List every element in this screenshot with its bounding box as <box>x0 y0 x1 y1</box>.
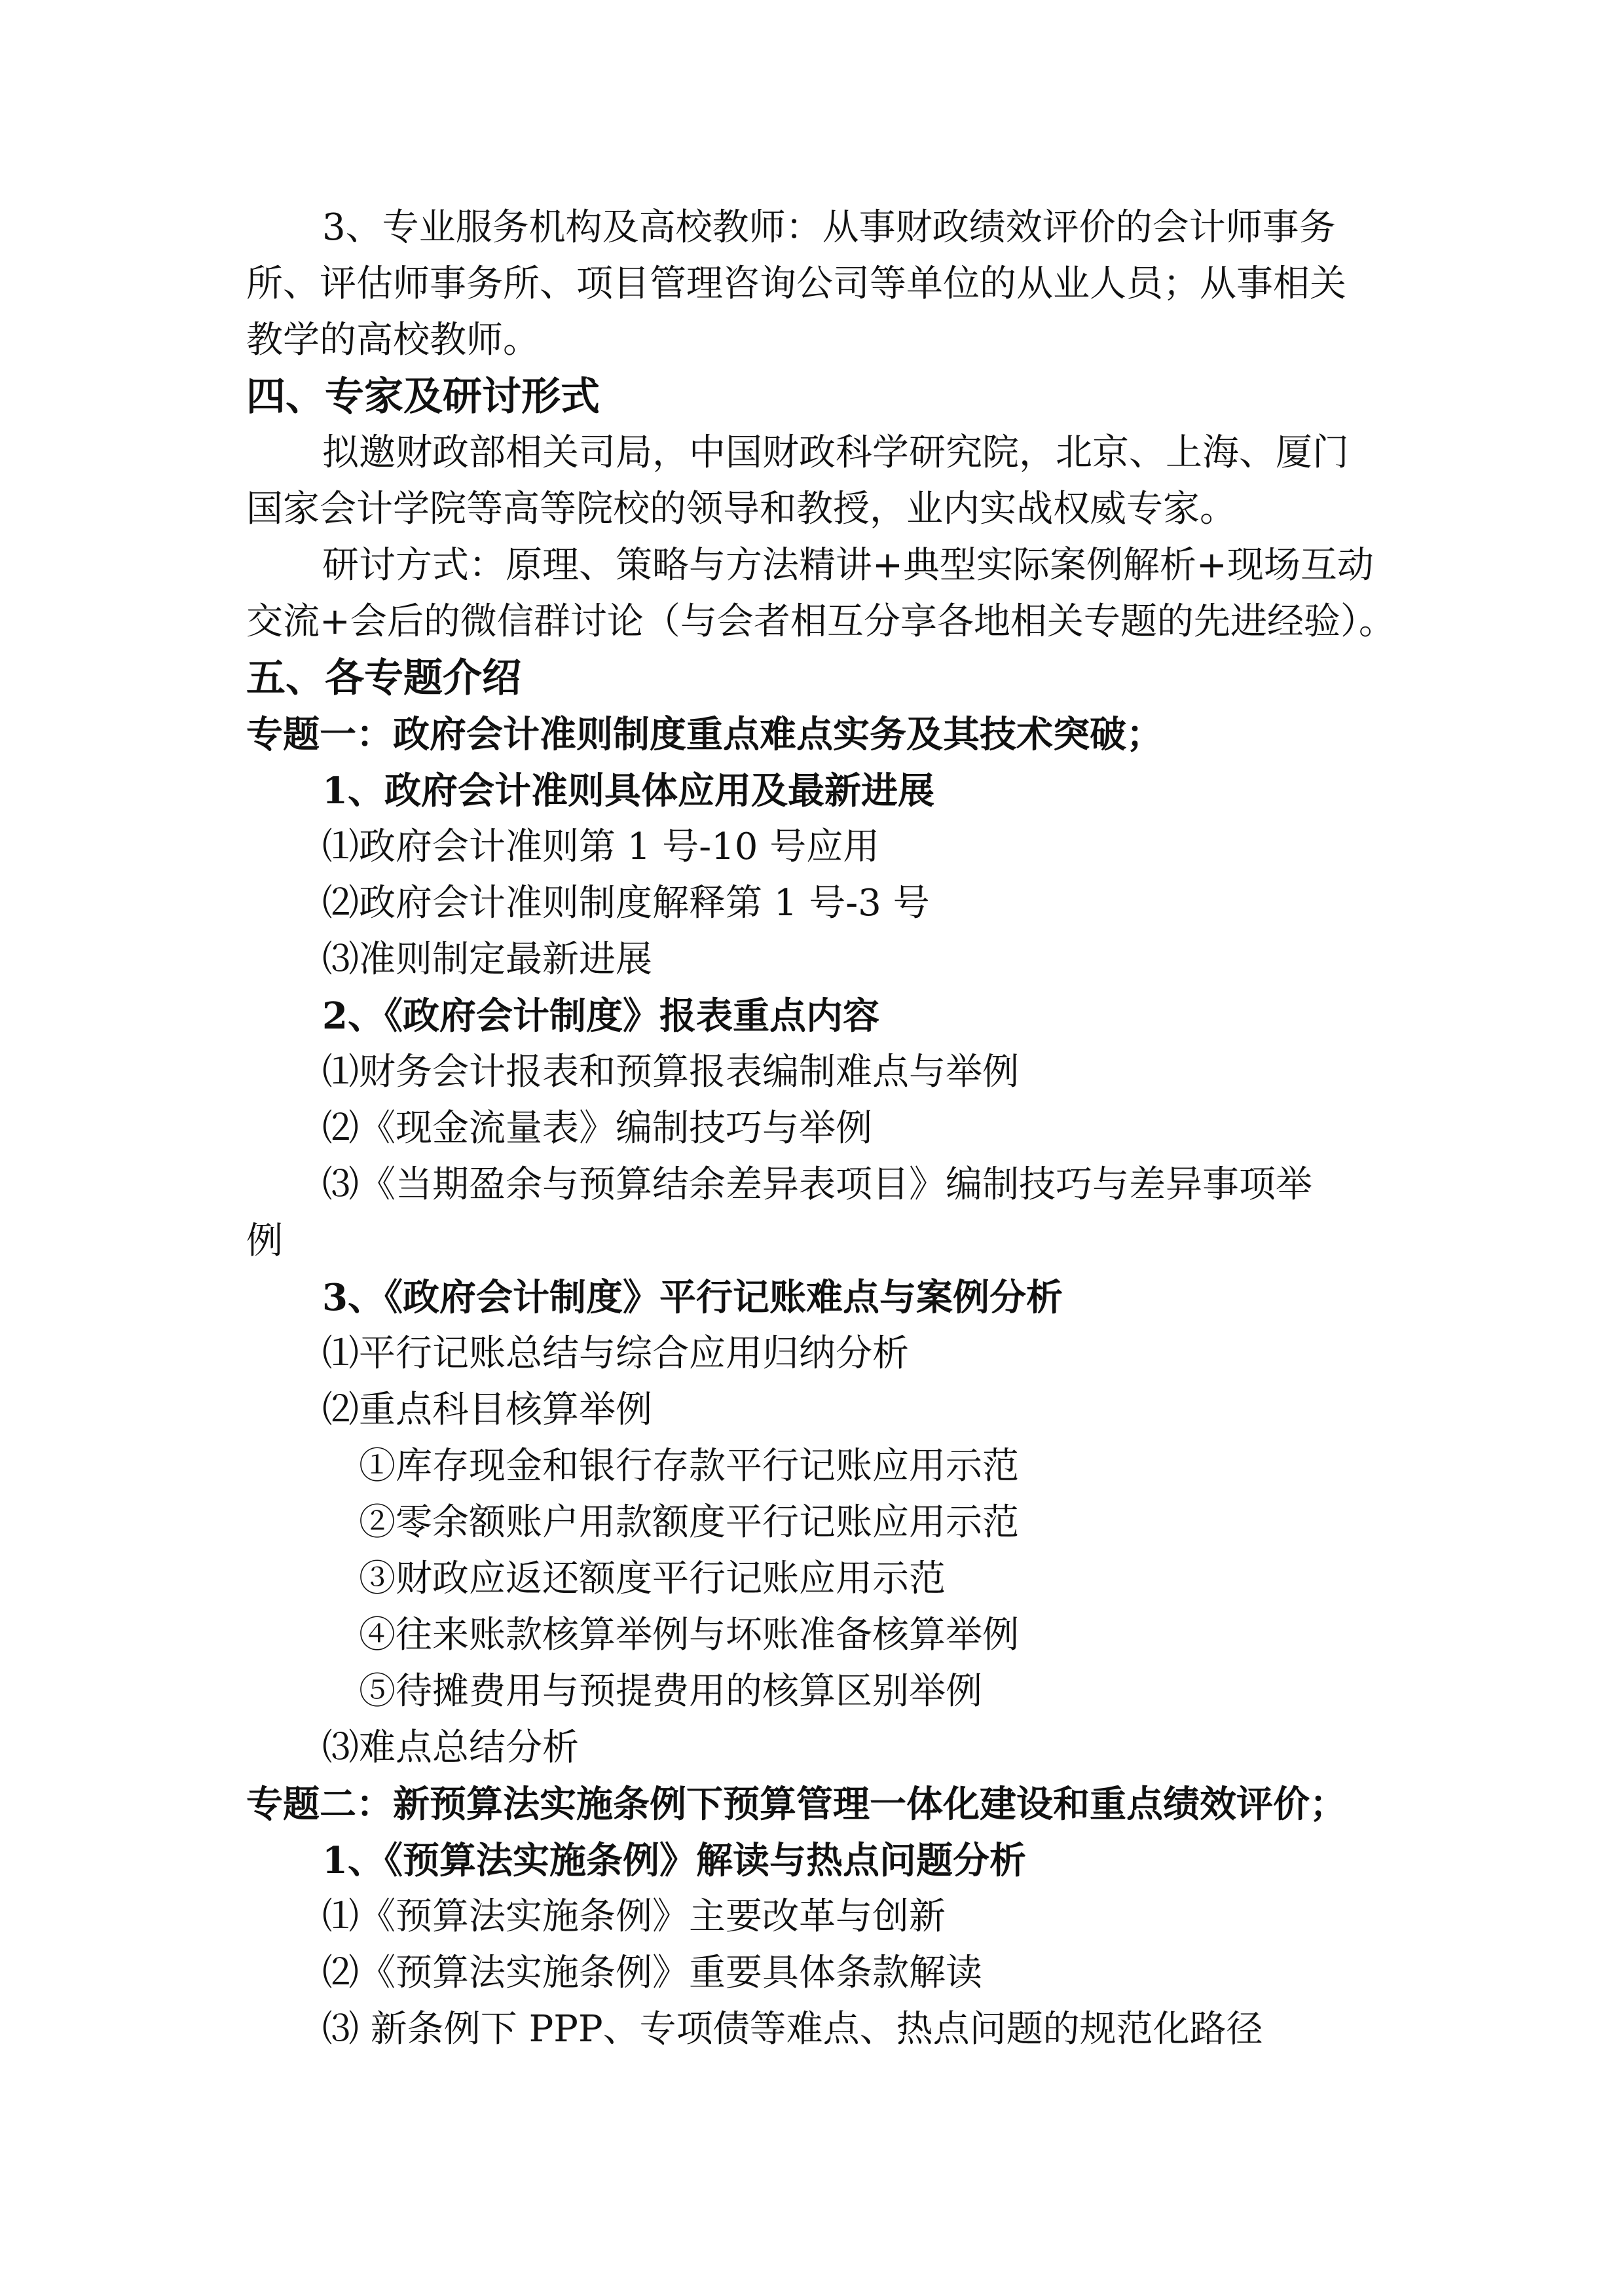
paragraph-line: 交流+会后的微信群讨论（与会者相互分享各地相关专题的先进经验）。 <box>246 600 1395 643</box>
list-item: ⑶ 新条例下 PPP、专项债等难点、热点问题的规范化路径 <box>322 2008 1263 2050</box>
sub-list-item: ③财政应返还额度平行记账应用示范 <box>359 1558 946 1600</box>
list-item: ⑴《预算法实施条例》主要改革与创新 <box>322 1895 946 1938</box>
subtopic-heading: 1、政府会计准则具体应用及最新进展 <box>322 769 934 812</box>
subtopic-heading: 3、《政府会计制度》平行记账难点与案例分析 <box>322 1276 1063 1319</box>
list-item: ⑴平行记账总结与综合应用归纳分析 <box>322 1332 909 1375</box>
topic-title: 专题一：政府会计准则制度重点难点实务及其技术突破； <box>246 713 1163 756</box>
list-item: ⑶难点总结分析 <box>322 1726 579 1769</box>
sub-list-item: ①库存现金和银行存款平行记账应用示范 <box>359 1445 1019 1487</box>
subtopic-heading: 2、《政府会计制度》报表重点内容 <box>322 994 879 1038</box>
list-item: ⑵重点科目核算举例 <box>322 1389 652 1431</box>
list-item: ⑴财务会计报表和预算报表编制难点与举例 <box>322 1051 1019 1093</box>
list-item-continuation: 例 <box>246 1220 283 1262</box>
list-item: ⑵政府会计准则制度解释第 1 号-3 号 <box>322 882 930 924</box>
section-heading-5: 五、各专题介绍 <box>246 655 521 701</box>
paragraph-line: 国家会计学院等高等院校的领导和教授，业内实战权威专家。 <box>246 488 1236 530</box>
sub-list-item: ⑤待摊费用与预提费用的核算区别举例 <box>359 1670 982 1713</box>
paragraph-line: 所、评估师事务所、项目管理咨询公司等单位的从业人员；从事相关 <box>246 263 1346 305</box>
paragraph-line: 研讨方式：原理、策略与方法精讲+典型实际案例解析+现场互动 <box>322 544 1374 587</box>
list-item: ⑶《当期盈余与预算结余差异表项目》编制技巧与差异事项举 <box>322 1163 1312 1206</box>
list-item: ⑴政府会计准则第 1 号-10 号应用 <box>322 826 880 868</box>
sub-list-item: ②零余额账户用款额度平行记账应用示范 <box>359 1501 1019 1544</box>
section-heading-4: 四、专家及研讨形式 <box>246 374 600 420</box>
list-item: ⑵《现金流量表》编制技巧与举例 <box>322 1107 872 1150</box>
topic-title: 专题二：新预算法实施条例下预算管理一体化建设和重点绩效评价； <box>246 1783 1346 1826</box>
list-item: ⑵《预算法实施条例》重要具体条款解读 <box>322 1952 982 1994</box>
subtopic-heading: 1、《预算法实施条例》解读与热点问题分析 <box>322 1839 1026 1882</box>
sub-list-item: ④往来账款核算举例与坏账准备核算举例 <box>359 1614 1019 1656</box>
list-item: ⑶准则制定最新进展 <box>322 938 652 981</box>
paragraph-line: 拟邀财政部相关司局，中国财政科学研究院，北京、上海、厦门 <box>322 431 1349 474</box>
paragraph-line: 3、专业服务机构及高校教师：从事财政绩效评价的会计师事务 <box>322 206 1336 249</box>
paragraph-line: 教学的高校教师。 <box>246 319 540 361</box>
